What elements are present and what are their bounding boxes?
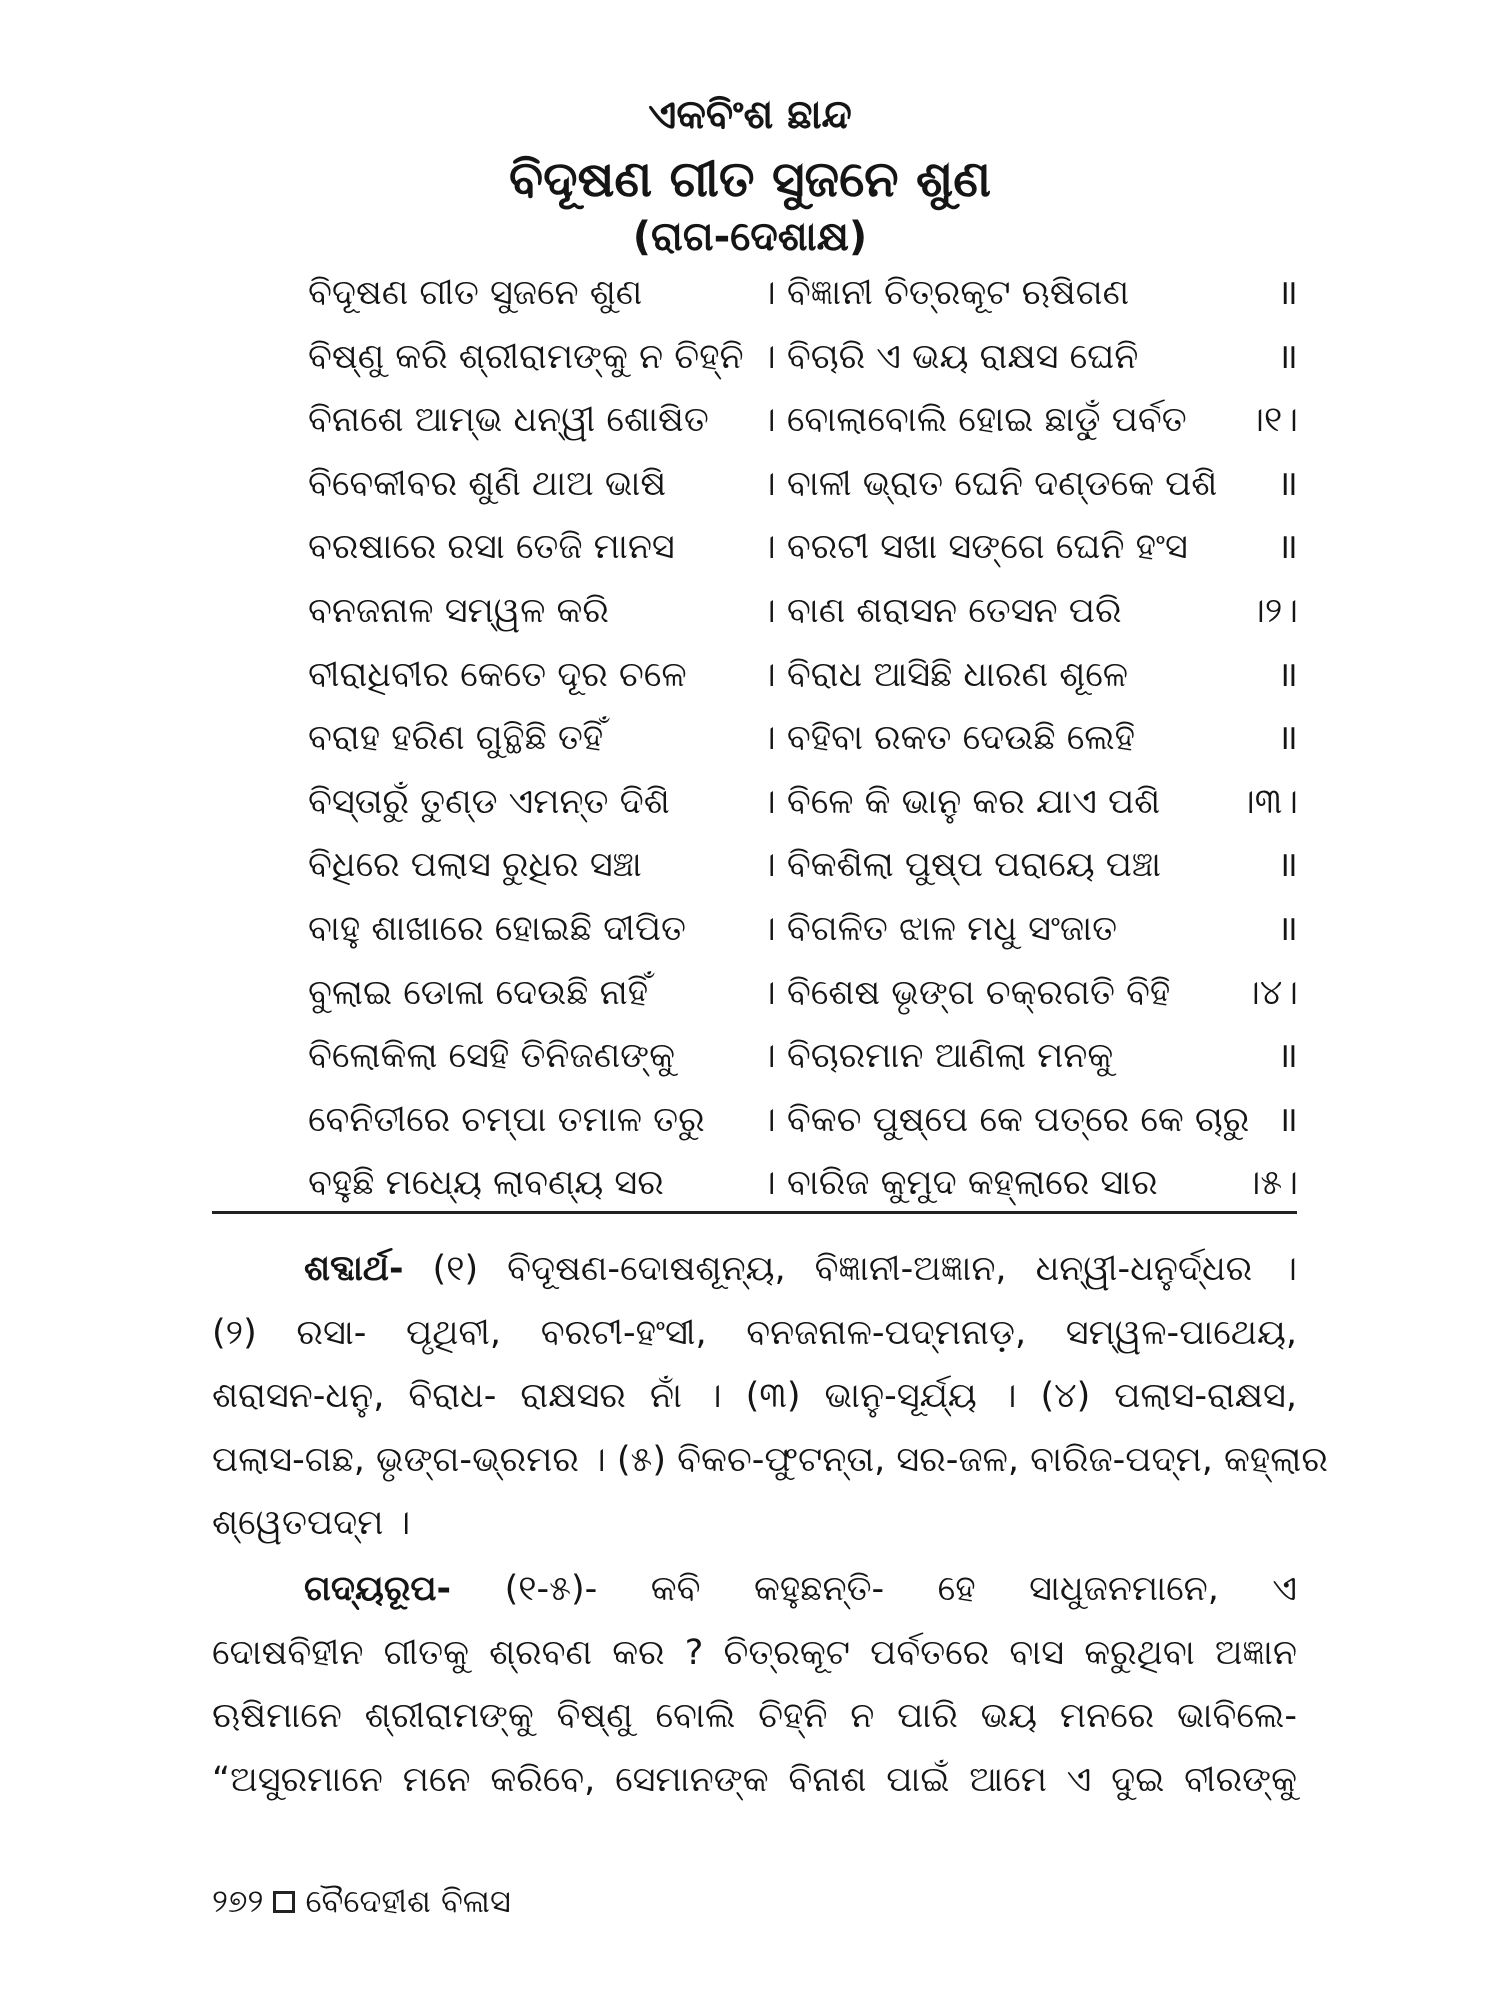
glossary-line: ଶରାସନ-ଧନୁ, ବିରାଧ- ରାକ୍ଷସର ନାଁ । (୩) ଭାନୁ-ସୂର୍ଯ୍ୟ । (୪) ପଲାସ-ରାକ୍ଷସ,: [212, 1376, 1297, 1417]
page-title: ବିଦୂଷଣ ଗୀତ ସୁଜନେ ଶୁଣ: [508, 150, 992, 208]
prose-line: ଦୋଷବିହୀନ ଗୀତକୁ ଶ୍ରବଣ କର ? ଚିତ୍ରକୂଟ ପର୍ବତରେ ବାସ କରୁଥିବା ଅଜ୍ଞାନ: [212, 1632, 1297, 1673]
verse-line: [308, 898, 1298, 962]
verse-first-half: ବିନାଶେ ଆମ୍ଭ ଧନ୍ୱୀ ଶୋଷିତ: [308, 400, 709, 441]
verse-first-half: ବନଜନାଳ ସମ୍ୱଳ କରି: [308, 590, 609, 631]
verse-line: [308, 453, 1298, 517]
prose-line: ଋଷିମାନେ ଶ୍ରୀରାମଙ୍କୁ ବିଷ୍ଣୁ ବୋଲି ଚିହ୍ନି ନ ପାରି ଭୟ ମନରେ ଭାବିଲେ-: [212, 1696, 1297, 1737]
verse-first-half: ବିଧିରେ ପଲାସ ରୁଧିର ସଞ୍ଚା: [308, 845, 642, 886]
verse-marker: ॥: [1277, 336, 1298, 377]
verse-second-half: । ବିଳେ କି ଭାନୁ କର ଯାଏ ପଶି: [760, 781, 1161, 822]
verse-second-half: । ବିକଚ ପୁଷ୍ପେ କେ ପତ୍ରେ କେ ଚାରୁ: [760, 1099, 1250, 1140]
verse-first-half: ବିବେକୀବର ଶୁଣି ଥାଅ ଭାଷି: [308, 463, 667, 504]
glossary-line: [212, 1238, 1297, 1302]
glossary-label: ଶବ୍ଦାର୍ଥ-: [304, 1249, 404, 1289]
verse-second-half: । ବିଚାରମାନ ଆଣିଲା ମନକୁ: [760, 1036, 1114, 1077]
verse-first-half: ବହୁଛି ମଧ୍ୟେ ଲାବଣ୍ୟ ସର: [308, 1163, 664, 1204]
verse-marker: ॥: [1277, 718, 1298, 759]
prose-section: [212, 1558, 1297, 1812]
prose-line: “ଅସୁରମାନେ ମନେ କରିବେ, ସେମାନଙ୍କ ବିନାଶ ପାଇଁ ଆମେ ଏ ଦୁଇ ବୀରଙ୍କୁ: [212, 1759, 1297, 1800]
verse-second-half: । ବିଚାରି ଏ ଭୟ ରାକ୍ଷସ ଘେନି: [760, 336, 1139, 377]
verse-marker: ।୧।: [1248, 400, 1298, 441]
verse-line: [308, 834, 1298, 898]
verse-second-half: । ବାରିଜ କୁମୁଦ କହ୍ଲାରେ ସାର: [760, 1163, 1158, 1204]
verse-first-half: ବିଲୋକିଲା ସେହି ତିନିଜଣଙ୍କୁ: [308, 1036, 676, 1077]
verse-marker: ॥: [1277, 908, 1298, 949]
verse-marker: ॥: [1277, 527, 1298, 568]
glossary-text: (୧) ବିଦୂଷଣ-ଦୋଷଶୂନ୍ୟ, ବିଜ୍ଞାନୀ-ଅଜ୍ଞାନ, ଧନ୍ୱୀ-ଧନୁର୍ଦ୍ଧର ।: [403, 1249, 1297, 1289]
book-title: ବୈଦେହୀଶ ବିଳାସ: [305, 1882, 511, 1920]
glossary-line: (୨) ରସା- ପୃଥିବୀ, ବରଟୀ-ହଂସୀ, ବନଜନାଳ-ପଦ୍ମନାଡ଼, ସମ୍ୱଳ-ପାଥେୟ,: [212, 1312, 1297, 1353]
glossary-section: [212, 1238, 1328, 1556]
verse-first-half: ବରଷାରେ ରସା ତେଜି ମାନସ: [308, 527, 675, 568]
chhanda-heading: ଏକବିଂଶ ଛାନ୍ଦ: [648, 92, 852, 138]
prose-label: ଗଦ୍ୟରୂପ-: [304, 1569, 452, 1609]
glossary-line: ଶ୍ୱେତପଦ୍ମ ।: [212, 1503, 411, 1544]
verse-first-half: ବୁଲାଇ ଡୋଳା ଦେଉଛି ନାହିଁ: [308, 972, 649, 1013]
verse-first-half: ବିଦୂଷଣ ଗୀତ ସୁଜନେ ଶୁଣ: [308, 273, 643, 313]
verse-marker: ॥: [1277, 845, 1298, 886]
page-footer: [212, 1882, 511, 1921]
verse-first-half: ବିଷ୍ଣୁ କରି ଶ୍ରୀରାମଙ୍କୁ ନ ଚିହ୍ନି: [308, 336, 744, 377]
verse-line: [308, 580, 1298, 644]
verse-line: [308, 771, 1298, 835]
verse-second-half: । ବିଶେଷ ଭୃଙ୍ଗ ଚକ୍ରଗତି ବିହି: [760, 972, 1171, 1013]
verse-marker: ।୩।: [1238, 781, 1298, 822]
verse-marker: ॥: [1277, 1099, 1298, 1140]
verse-line: [308, 389, 1298, 453]
verse-marker: ॥: [1277, 463, 1298, 504]
verse-line: [308, 1025, 1298, 1089]
verse-second-half: । ବିଗଳିତ ଝାଳ ମଧୁ ସଂଜାତ: [760, 908, 1118, 949]
verse-line: [308, 644, 1298, 708]
verse-line: [308, 1152, 1298, 1216]
verse-marker: ।୨।: [1249, 590, 1298, 631]
verse-marker: ।୪।: [1244, 972, 1298, 1013]
verse-second-half: । ବରଟୀ ସଖା ସଙ୍ଗେ ଘେନି ହଂସ: [760, 527, 1188, 568]
prose-line: [212, 1558, 1297, 1622]
verse-second-half: । ବିକଶିଲା ପୁଷ୍ପ ପରାୟେ ପଞ୍ଚା: [760, 845, 1161, 886]
verse-first-half: ବେନିତୀରେ ଚମ୍ପା ତମାଳ ତରୁ: [308, 1099, 705, 1140]
section-divider: [212, 1211, 1297, 1214]
square-box-icon: [273, 1891, 295, 1913]
verse-second-half: । ବାଳୀ ଭ୍ରାତ ଘେନି ଦଣ୍ଡକେ ପଶି: [760, 463, 1218, 504]
verse-line: [308, 1089, 1298, 1153]
prose-text: (୧-୫)- କବି କହୁଛନ୍ତି- ହେ ସାଧୁଜନମାନେ, ଏ: [451, 1569, 1297, 1609]
verse-marker: ॥: [1277, 654, 1298, 695]
verse-second-half: । ବିଜ୍ଞାନୀ ଚିତ୍ରକୂଟ ଋଷିଗଣ: [760, 273, 1130, 313]
verse-block: [308, 262, 1298, 1216]
verse-second-half: । ବୋଲାବୋଲି ହୋଇ ଛାଡ଼ୁଁ ପର୍ବତ: [760, 400, 1187, 441]
verse-line: [308, 262, 1298, 326]
verse-first-half: ବିସ୍ତାରୁଁ ତୁଣ୍ଡ ଏମନ୍ତ ଦିଶି: [308, 781, 670, 822]
verse-line: [308, 326, 1298, 390]
verse-first-half: ବରାହ ହରିଣ ଗୁନ୍ଥିଛି ତହିଁ: [308, 718, 604, 759]
glossary-line: ପଲାସ-ଗଛ, ଭୃଙ୍ଗ-ଭ୍ରମର । (୫) ବିକଚ-ଫୁଟନ୍ତା, ସର-ଜଳ, ବାରିଜ-ପଦ୍ମ, କହ୍ଲାର: [212, 1439, 1328, 1480]
verse-first-half: ବାହୁ ଶାଖାରେ ହୋଇଛି ଦୀପିତ: [308, 908, 686, 949]
verse-marker: ।୫।: [1244, 1163, 1298, 1204]
verse-line: [308, 707, 1298, 771]
verse-marker: ॥: [1277, 1036, 1298, 1077]
page-number: ୨୭୨: [212, 1882, 264, 1920]
verse-second-half: । ବିରାଧ ଆସିଛି ଧାରଣ ଶୂଳେ: [760, 654, 1129, 695]
raga-heading: (ରାଗ-ଦେଶାକ୍ଷ): [632, 214, 868, 260]
verse-marker: ॥: [1277, 273, 1298, 313]
verse-line: [308, 516, 1298, 580]
verse-second-half: । ବାଣ ଶରାସନ ତେସନ ପରି: [760, 590, 1122, 631]
verse-line: [308, 962, 1298, 1026]
verse-second-half: । ବହିବା ରକତ ଦେଉଛି ଲେହି: [760, 718, 1136, 759]
verse-first-half: ବୀରାଧିବୀର କେତେ ଦୂର ଚଳେ: [308, 654, 687, 695]
